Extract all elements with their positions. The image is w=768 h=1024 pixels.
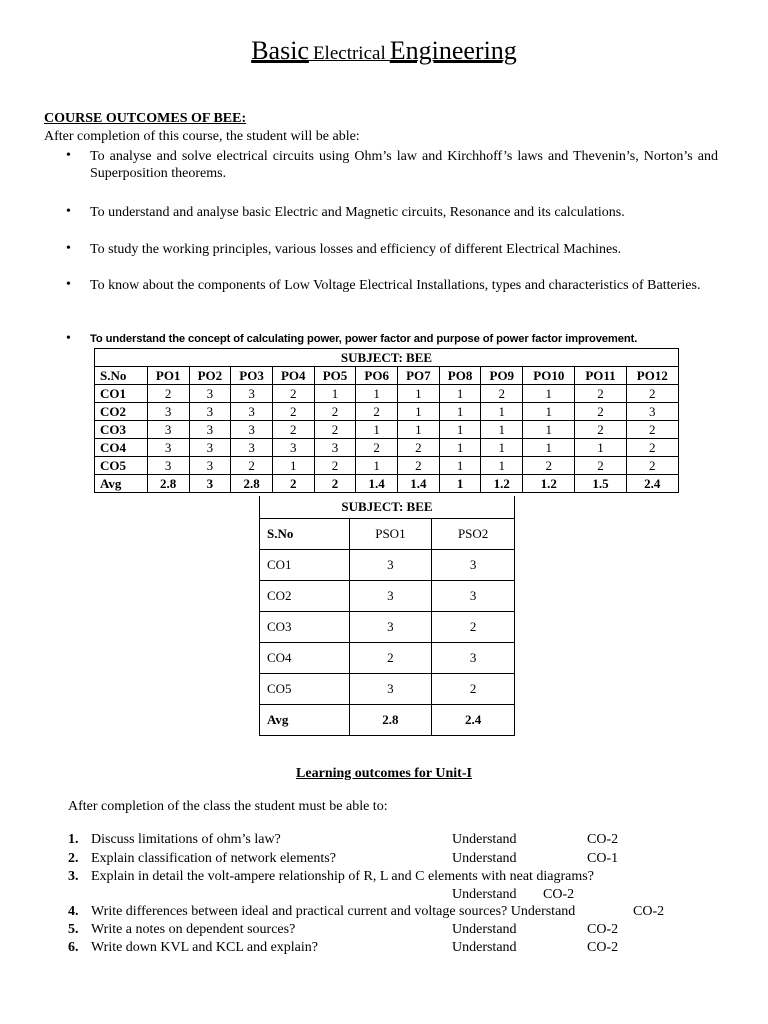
table-cell: 1 <box>439 385 481 403</box>
table-cell: CO1 <box>260 550 350 581</box>
item-text: Write differences between ideal and practical current and voltage sources? Understand <box>91 904 576 919</box>
table-cell: 1 <box>523 385 575 403</box>
table-cell: 1.2 <box>481 475 523 493</box>
item-co: CO-2 <box>633 904 665 919</box>
table-cell: 2 <box>231 457 273 475</box>
table-cell: 3 <box>432 581 515 612</box>
table-cell: 2 <box>314 475 356 493</box>
bullet-icon: • <box>66 331 71 346</box>
table-header: PO4 <box>272 367 314 385</box>
table-cell: 2 <box>356 403 398 421</box>
table-cell: 3 <box>231 439 273 457</box>
table-cell: Avg <box>95 475 148 493</box>
table-cell: 1 <box>356 421 398 439</box>
item-text: Write down KVL and KCL and explain? <box>91 940 319 955</box>
item-number: 6. <box>68 940 79 955</box>
table-header: S.No <box>260 519 350 550</box>
table-header: PSO2 <box>432 519 515 550</box>
table-row <box>260 674 515 705</box>
table-cell: 1.4 <box>398 475 440 493</box>
table-cell: 1 <box>523 439 575 457</box>
table-row-average <box>95 475 679 493</box>
title-part-2: Electrical <box>312 43 386 64</box>
table-header: PO2 <box>189 367 231 385</box>
table-cell: CO4 <box>95 439 148 457</box>
item-text: Discuss limitations of ohm’s law? <box>91 832 281 847</box>
table-cell: 2 <box>575 385 626 403</box>
table-header: PO5 <box>314 367 356 385</box>
table-cell: 3 <box>189 385 231 403</box>
table-header: S.No <box>95 367 148 385</box>
table-cell: 2 <box>432 674 515 705</box>
table-cell: 1.2 <box>523 475 575 493</box>
table-cell: 3 <box>626 403 678 421</box>
table-cell: 1 <box>481 403 523 421</box>
table-cell: 2 <box>432 612 515 643</box>
table-cell: 3 <box>231 403 273 421</box>
item-number: 1. <box>68 832 79 847</box>
table-cell: 3 <box>314 439 356 457</box>
item-level: Understand <box>452 922 517 937</box>
bullet-icon: • <box>66 148 71 163</box>
table-header: PSO1 <box>349 519 432 550</box>
course-outcome-text: To understand the concept of calculating power, power factor and purpose of power factor improvement. <box>90 333 638 345</box>
table-cell: 3 <box>432 643 515 674</box>
table-row <box>95 421 679 439</box>
table-cell: 3 <box>349 550 432 581</box>
table-cell: CO5 <box>95 457 148 475</box>
item-number: 4. <box>68 904 79 919</box>
course-outcome-text: To understand and analyse basic Electric and Magnetic circuits, Resonance and its calculations. <box>90 205 625 220</box>
table-cell: 1 <box>314 385 356 403</box>
table-cell: 2 <box>575 403 626 421</box>
title-part-3: Engineering <box>389 36 517 65</box>
bullet-icon: • <box>66 241 71 256</box>
item-number: 3. <box>68 869 79 884</box>
table-cell: 3 <box>349 612 432 643</box>
table-cell: 2.4 <box>432 705 515 736</box>
course-outcomes-heading: COURSE OUTCOMES OF BEE: <box>44 111 247 126</box>
item-level: Understand <box>452 832 517 847</box>
table-cell: 3 <box>349 674 432 705</box>
table-cell: 2.4 <box>626 475 678 493</box>
pso-table-caption: SUBJECT: BEE <box>260 496 515 519</box>
table-cell: 3 <box>272 439 314 457</box>
item-co: CO-2 <box>543 887 575 902</box>
bullet-icon: • <box>66 204 71 219</box>
table-row-average <box>260 705 515 736</box>
table-row <box>95 439 679 457</box>
table-cell: 3 <box>231 385 273 403</box>
table-cell: 1 <box>398 385 440 403</box>
table-cell: 2 <box>272 385 314 403</box>
table-row <box>260 612 515 643</box>
item-co: CO-2 <box>587 922 619 937</box>
table-cell: 2.8 <box>349 705 432 736</box>
table-cell: 1 <box>398 421 440 439</box>
table-row <box>260 643 515 674</box>
table-cell: 1 <box>439 403 481 421</box>
table-cell: 3 <box>147 439 189 457</box>
table-cell: 1 <box>398 403 440 421</box>
item-number: 5. <box>68 922 79 937</box>
learning-outcomes-intro: After completion of the class the student must be able to: <box>68 799 388 814</box>
table-cell: CO1 <box>95 385 148 403</box>
table-cell: CO3 <box>260 612 350 643</box>
table-header: PO8 <box>439 367 481 385</box>
table-cell: 2 <box>481 385 523 403</box>
item-co: CO-1 <box>587 851 619 866</box>
table-cell: 1.5 <box>575 475 626 493</box>
po-mapping-table <box>94 348 679 493</box>
table-cell: 2 <box>626 421 678 439</box>
table-cell: 3 <box>349 581 432 612</box>
table-cell: 1 <box>575 439 626 457</box>
table-cell: 1 <box>356 385 398 403</box>
table-cell: 2 <box>626 457 678 475</box>
item-text: Explain in detail the volt-ampere relationship of R, L and C elements with neat diagrams? <box>91 869 594 884</box>
item-level: Understand <box>452 851 517 866</box>
table-header: PO1 <box>147 367 189 385</box>
item-level: Understand <box>452 887 517 902</box>
table-cell: 2.8 <box>231 475 273 493</box>
course-outcome-text: To analyse and solve electrical circuits using Ohm’s law and Kirchhoff’s laws and Thevenin’s, Norton’s and Superposition theorems. <box>90 149 718 181</box>
table-cell: 3 <box>189 403 231 421</box>
table-cell: 1 <box>356 457 398 475</box>
pso-mapping-table <box>259 496 515 736</box>
table-cell: 2 <box>575 421 626 439</box>
table-header: PO9 <box>481 367 523 385</box>
table-header: PO12 <box>626 367 678 385</box>
table-cell: 3 <box>147 403 189 421</box>
table-header: PO6 <box>356 367 398 385</box>
table-header: PO7 <box>398 367 440 385</box>
table-cell: CO3 <box>95 421 148 439</box>
bullet-icon: • <box>66 277 71 292</box>
table-cell: 2 <box>314 421 356 439</box>
item-level: Understand <box>452 940 517 955</box>
table-cell: 1 <box>481 421 523 439</box>
table-header: PO11 <box>575 367 626 385</box>
table-cell: 1 <box>439 439 481 457</box>
table-row <box>95 385 679 403</box>
table-cell: 1 <box>523 421 575 439</box>
item-co: CO-2 <box>587 832 619 847</box>
page-title <box>0 36 768 66</box>
item-text: Write a notes on dependent sources? <box>91 922 296 937</box>
table-cell: 3 <box>189 421 231 439</box>
table-row <box>95 457 679 475</box>
table-cell: 1 <box>523 403 575 421</box>
course-outcome-text: To know about the components of Low Voltage Electrical Installations, types and characteristics of Batteries. <box>90 278 701 293</box>
course-outcomes-intro: After completion of this course, the student will be able: <box>44 129 360 144</box>
table-cell: 2 <box>398 457 440 475</box>
table-cell: 1.4 <box>356 475 398 493</box>
table-cell: CO2 <box>95 403 148 421</box>
table-cell: 2 <box>314 457 356 475</box>
learning-outcomes-heading: Learning outcomes for Unit-I <box>296 766 472 781</box>
table-row <box>95 403 679 421</box>
table-cell: CO4 <box>260 643 350 674</box>
table-cell: 2 <box>398 439 440 457</box>
table-cell: 2 <box>314 403 356 421</box>
table-cell: CO5 <box>260 674 350 705</box>
table-cell: 2 <box>272 475 314 493</box>
table-cell: 3 <box>147 421 189 439</box>
po-table-body <box>95 385 679 493</box>
table-cell: 3 <box>147 457 189 475</box>
table-cell: Avg <box>260 705 350 736</box>
table-cell: 3 <box>189 439 231 457</box>
table-cell: 1 <box>481 457 523 475</box>
table-row <box>260 550 515 581</box>
pso-table-header-row <box>260 519 515 550</box>
table-cell: 3 <box>189 457 231 475</box>
table-cell: 2 <box>356 439 398 457</box>
table-header: PO3 <box>231 367 273 385</box>
table-cell: 2 <box>575 457 626 475</box>
table-cell: 1 <box>439 475 481 493</box>
table-cell: 1 <box>481 439 523 457</box>
table-cell: CO2 <box>260 581 350 612</box>
table-cell: 3 <box>432 550 515 581</box>
item-co: CO-2 <box>587 940 619 955</box>
item-text: Explain classification of network elements? <box>91 851 336 866</box>
po-table-header-row <box>95 367 679 385</box>
table-cell: 2 <box>626 439 678 457</box>
po-table-caption: SUBJECT: BEE <box>95 349 679 367</box>
table-cell: 3 <box>189 475 231 493</box>
table-cell: 2 <box>272 403 314 421</box>
course-outcome-text: To study the working principles, various losses and efficiency of different Electrical Machines. <box>90 242 622 257</box>
table-header: PO10 <box>523 367 575 385</box>
table-cell: 2 <box>349 643 432 674</box>
title-part-1: Basic <box>251 36 309 65</box>
table-cell: 2 <box>626 385 678 403</box>
table-cell: 1 <box>439 421 481 439</box>
table-cell: 2.8 <box>147 475 189 493</box>
table-row <box>260 581 515 612</box>
item-number: 2. <box>68 851 79 866</box>
table-cell: 2 <box>523 457 575 475</box>
table-cell: 2 <box>147 385 189 403</box>
table-cell: 1 <box>272 457 314 475</box>
table-cell: 2 <box>272 421 314 439</box>
table-cell: 1 <box>439 457 481 475</box>
table-cell: 3 <box>231 421 273 439</box>
